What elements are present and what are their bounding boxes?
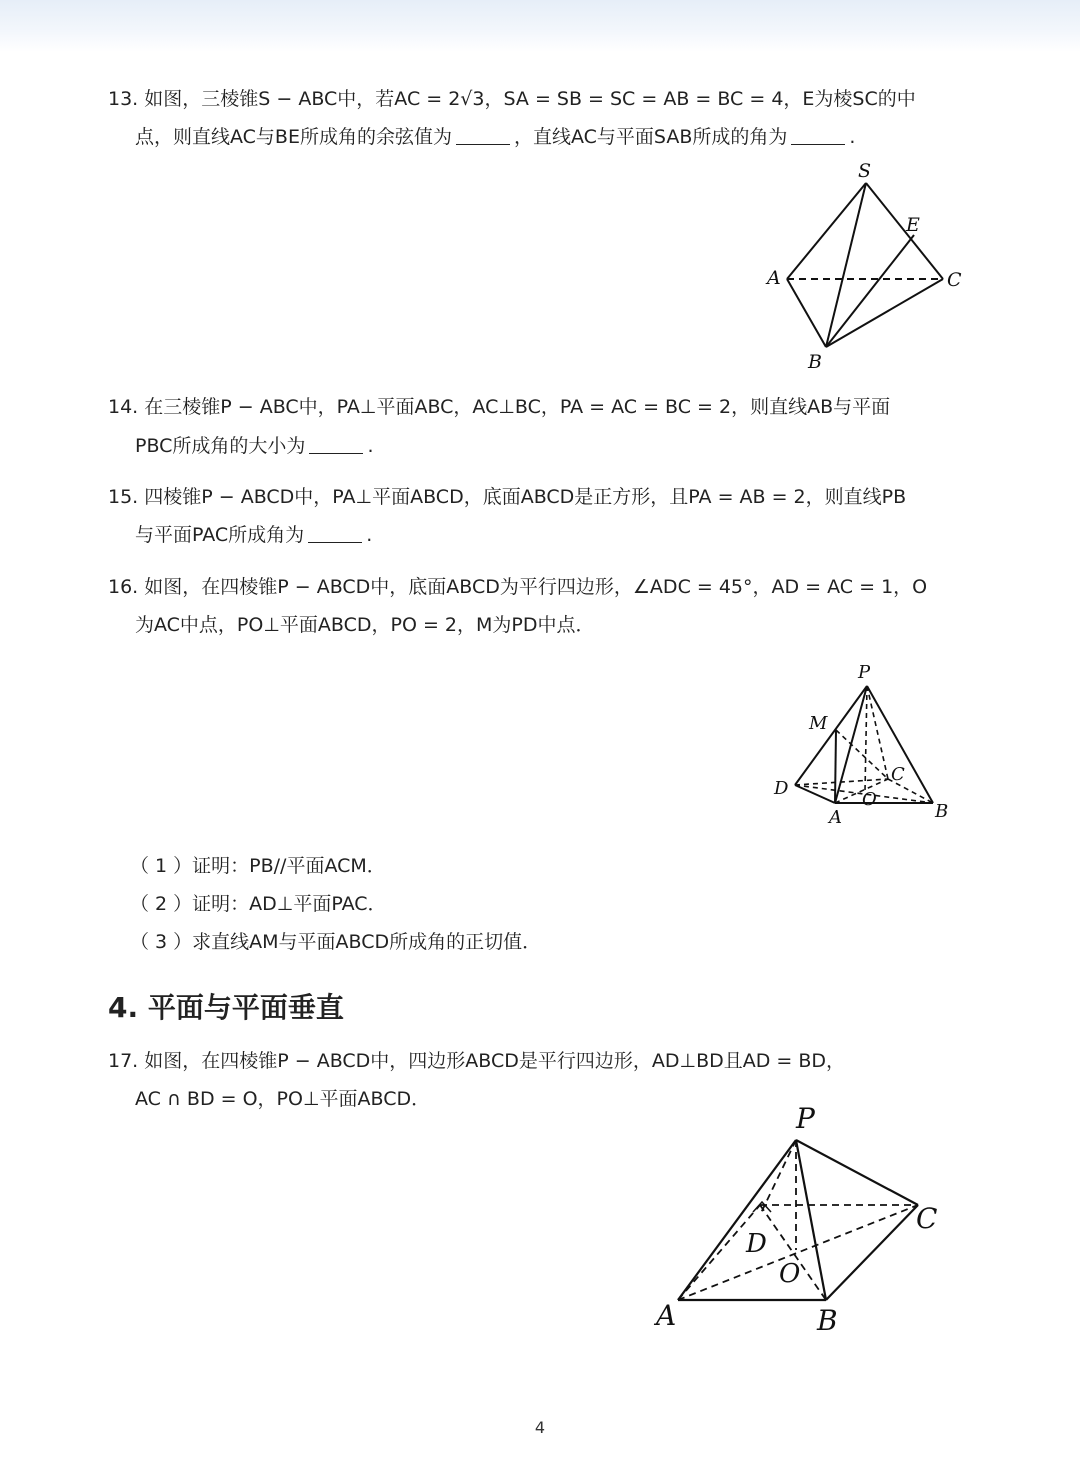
problem-15-line-1: 15. 四棱锥P − ABCD中，PA⊥平面ABCD，底面ABCD是正方形，且PA = AB = 2，则直线PB (108, 486, 907, 508)
problem-14-text-a: PBC所成角的大小为 (135, 435, 306, 457)
label-M: M (809, 713, 828, 734)
answer-blank[interactable] (791, 128, 845, 145)
figure-13-pyramid (760, 155, 970, 375)
section-heading: 4. 平面与平面垂直 (108, 991, 344, 1024)
label-D: D (746, 1229, 767, 1259)
problem-16-line-2: 为AC中点，PO⊥平面ABCD，PO = 2，M为PD中点． (135, 614, 595, 636)
segment-PO-hidden (865, 686, 867, 791)
label-P: P (858, 662, 871, 683)
problem-14-line-2 (135, 433, 373, 459)
problem-13-line-2 (135, 124, 855, 150)
label-A: A (829, 807, 842, 828)
problem-16-part-2: （ 2 ）证明：AD⊥平面PAC． (130, 893, 387, 915)
label-B: B (808, 351, 822, 373)
label-S: S (858, 160, 872, 182)
page-header-band (0, 0, 1080, 52)
problem-13-line-1: 13. 如图，三棱锥S − ABC中，若AC = 2√3，SA = SB = SC = AB = BC = 4，E为棱SC的中 (108, 88, 916, 110)
edge-SC (866, 183, 943, 279)
label-D: D (774, 778, 789, 799)
edge-PC (796, 1140, 918, 1205)
label-C: C (891, 764, 905, 785)
edge-BC (826, 1205, 918, 1300)
label-O: O (862, 789, 877, 810)
problem-17-line-2: AC ∩ BD = O，PO⊥平面ABCD． (135, 1088, 431, 1110)
answer-blank[interactable] (308, 526, 362, 543)
label-O: O (779, 1259, 801, 1289)
label-B: B (935, 801, 949, 822)
problem-14-text-b: . (367, 435, 374, 457)
label-A: A (656, 1299, 677, 1332)
label-B: B (817, 1304, 838, 1337)
figure-16-pyramid (765, 655, 965, 835)
label-E: E (906, 214, 920, 236)
problem-15-text-b: . (366, 524, 373, 546)
problem-13-text-c: . (849, 126, 856, 148)
edge-PC-hidden (867, 686, 888, 779)
edge-AB (787, 279, 826, 347)
figure-17-pyramid (650, 1100, 950, 1340)
edge-PD (795, 686, 867, 785)
problem-16-part-1: （ 1 ）证明：PB//平面ACM． (130, 855, 386, 877)
problem-13-text-b: ，直线AC与平面SAB所成的角为 (513, 126, 788, 148)
page-number: 4 (534, 1418, 546, 1437)
problem-13-text-a: 点，则直线AC与BE所成角的余弦值为 (135, 126, 452, 148)
problem-14-line-1: 14. 在三棱锥P − ABC中，PA⊥平面ABC，AC⊥BC，PA = AC = BC = 2，则直线AB与平面 (108, 396, 891, 418)
answer-blank[interactable] (456, 128, 510, 145)
segment-AM (835, 730, 836, 803)
edge-PB (796, 1140, 826, 1300)
problem-16-part-3: （ 3 ）求直线AM与平面ABCD所成角的正切值． (130, 931, 542, 953)
problem-17-line-1: 17. 如图，在四棱锥P − ABCD中，四边形ABCD是平行四边形，AD⊥BD且AD = BD， (108, 1050, 846, 1072)
label-A: A (767, 267, 781, 289)
edge-BC (826, 279, 943, 347)
answer-blank[interactable] (309, 437, 363, 454)
problem-15-line-2 (135, 522, 372, 548)
label-P: P (796, 1102, 815, 1135)
problem-16-line-1: 16. 如图，在四棱锥P − ABCD中，底面ABCD为平行四边形，∠ADC = 45°，AD = AC = 1，O (108, 576, 928, 598)
label-C: C (947, 269, 962, 291)
problem-15-text-a: 与平面PAC所成角为 (135, 524, 305, 546)
label-C: C (916, 1202, 938, 1235)
edge-PD-hidden (760, 1140, 796, 1215)
